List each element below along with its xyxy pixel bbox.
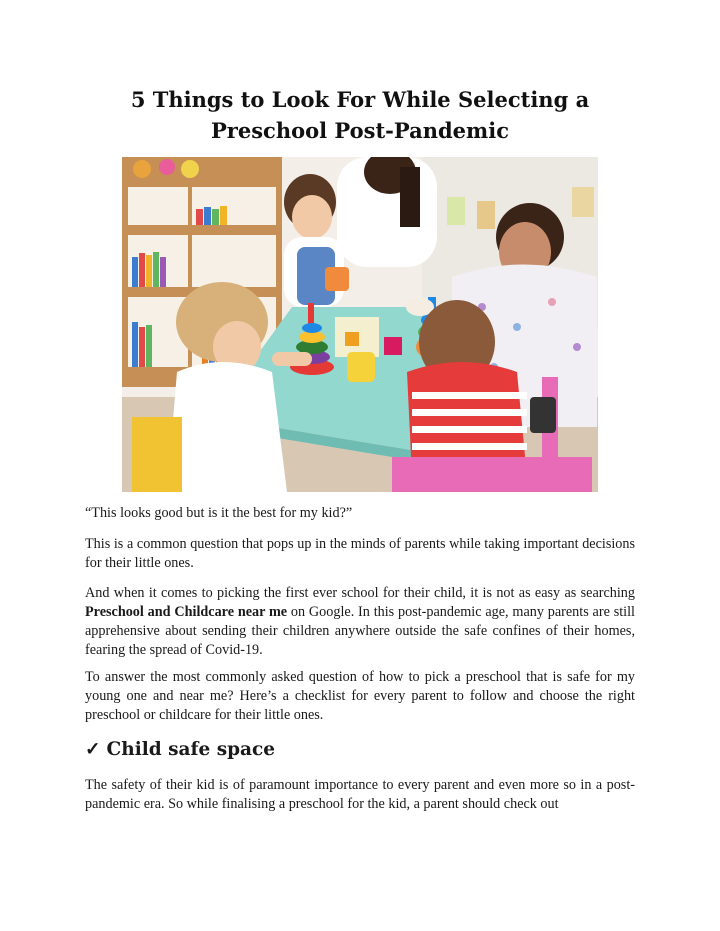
section-heading-text: Child safe space <box>106 739 276 760</box>
classroom-illustration <box>122 157 598 492</box>
search-paragraph-text-start: And when it comes to picking the first ever school for their child, it is not as easy as searching <box>85 585 635 601</box>
search-paragraph <box>85 584 635 660</box>
page-title: 5 Things to Look For While Selecting a Preschool Post-Pandemic <box>130 87 590 143</box>
checklist-intro-paragraph: To answer the most commonly asked question of how to pick a preschool that is safe for my young one and near me? Here’s a checklist for every parent to follow and choose the right preschool or childcare for their little ones. <box>85 669 635 723</box>
classroom-photo <box>122 157 598 492</box>
search-paragraph-text-end: on Google. In this post-pandemic age, many parents are still apprehensive about sending their children anywhere outside the safe confines of their homes, fearing the spread of Covid-19. <box>85 604 635 658</box>
search-phrase-bold: Preschool and Childcare near me <box>85 604 288 620</box>
quote-paragraph: “This looks good but is it the best for my kid?” <box>85 505 353 521</box>
intro-paragraph: This is a common question that pops up in the minds of parents while taking important decisions for their little ones. <box>85 536 635 571</box>
checkmark-icon: ✓ <box>85 739 101 760</box>
section-heading-child-safe-space <box>85 737 275 763</box>
safety-paragraph: The safety of their kid is of paramount importance to every parent and even more so in a post-pandemic era. So while finalising a preschool for the kid, a parent should check out <box>85 777 635 812</box>
